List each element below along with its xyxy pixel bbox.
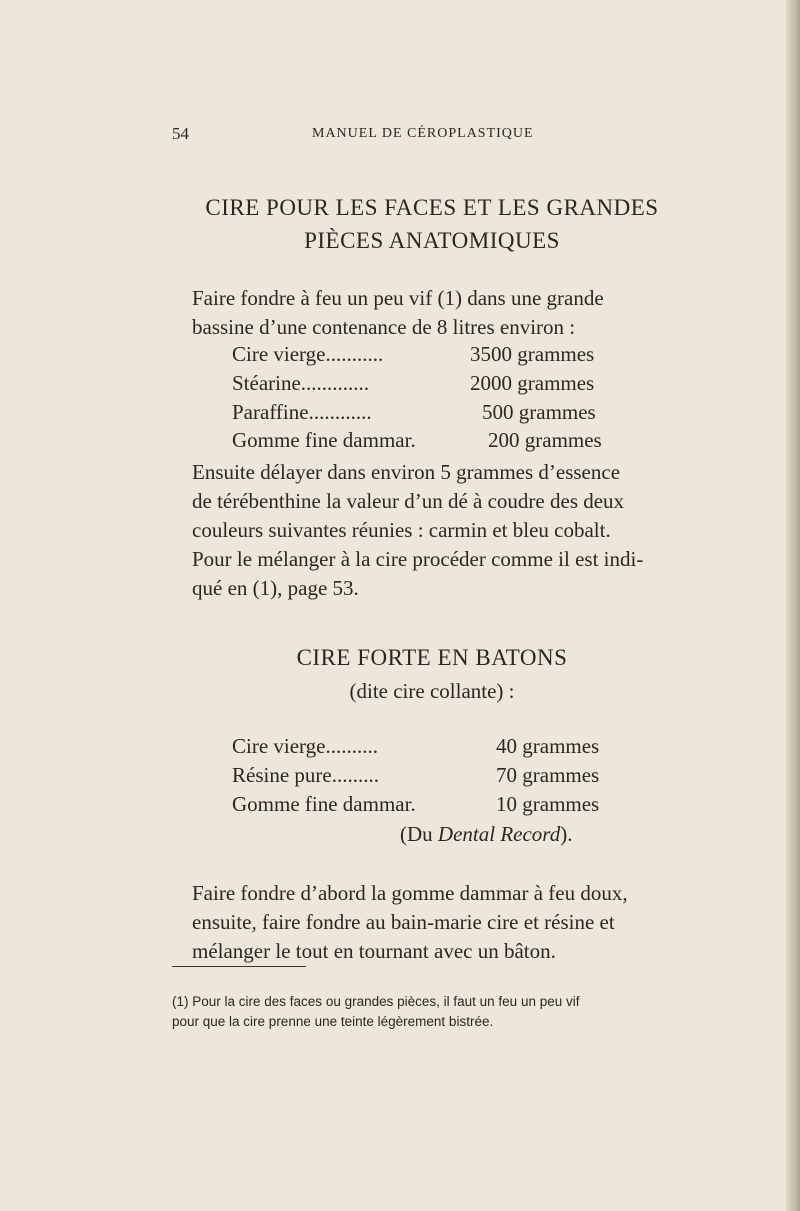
section-title-line-2: PIÈCES ANATOMIQUES: [304, 228, 560, 253]
source-suffix: ).: [560, 822, 573, 846]
source-citation: [400, 822, 572, 847]
section-2-title: CIRE FORTE EN BATONS: [296, 645, 568, 670]
recipe-row: [232, 400, 652, 430]
running-title: MANUEL DE CÉROPLASTIQUE: [312, 126, 534, 141]
instructions-line: de térébenthine la valeur d’un dé à coudre des deux: [192, 489, 625, 513]
method-line: Faire fondre d’abord la gomme dammar à feu doux,: [192, 881, 628, 905]
footnote: [172, 992, 692, 1032]
ingredient-name: Résine pure.........: [232, 763, 379, 787]
intro-paragraph: [172, 284, 684, 342]
section-2-subtitle: (dite cire collante) :: [349, 679, 515, 703]
ingredient-name: Gomme fine dammar.: [232, 428, 416, 452]
recipe-row: [232, 763, 652, 793]
page-number: 54: [172, 124, 189, 143]
footnote-line: (1) Pour la cire des faces ou grandes pièces, il faut un feu un peu vif: [172, 994, 580, 1009]
footnote-divider: [172, 966, 306, 967]
page-edge: [786, 0, 800, 1211]
ingredient-name: Cire vierge...........: [232, 342, 384, 366]
instructions-paragraph: [172, 458, 684, 603]
recipe-row: [232, 734, 652, 764]
source-title: Dental Record: [437, 822, 561, 846]
recipe-row: [232, 342, 652, 372]
ingredient-quantity: 200 grammes: [488, 428, 602, 452]
method-line: mélanger le tout en tournant avec un bâton.: [192, 939, 556, 963]
method-paragraph: [172, 879, 684, 966]
ingredient-quantity: 40 grammes: [496, 734, 600, 758]
ingredient-quantity: 10 grammes: [496, 792, 600, 816]
ingredient-name: Gomme fine dammar.: [232, 792, 416, 816]
instructions-line: couleurs suivantes réunies : carmin et bleu cobalt.: [192, 518, 611, 542]
ingredient-name: Cire vierge..........: [232, 734, 378, 758]
instructions-line: qué en (1), page 53.: [192, 576, 359, 600]
running-header: [172, 124, 692, 148]
footnote-line: pour que la cire prenne une teinte légèrement bistrée.: [172, 1014, 494, 1029]
ingredient-quantity: 500 grammes: [482, 400, 596, 424]
ingredient-quantity: 2000 grammes: [470, 371, 595, 395]
instructions-line: Pour le mélanger à la cire procéder comme il est indi-: [192, 547, 644, 571]
intro-line-1: Faire fondre à feu un peu vif (1) dans une grande: [192, 286, 604, 310]
ingredient-quantity: 70 grammes: [496, 763, 600, 787]
method-line: ensuite, faire fondre au bain-marie cire et résine et: [192, 910, 615, 934]
source-prefix: (Du: [400, 822, 438, 846]
instructions-line: Ensuite délayer dans environ 5 grammes d’essence: [192, 460, 621, 484]
ingredient-name: Paraffine............: [232, 400, 372, 424]
section-title-line-1: CIRE POUR LES FACES ET LES GRANDES: [205, 195, 659, 220]
ingredient-name: Stéarine.............: [232, 371, 370, 395]
recipe-row: [232, 371, 652, 401]
intro-line-2: bassine d’une contenance de 8 litres environ :: [192, 315, 576, 339]
recipe-row: [232, 792, 652, 822]
recipe-row: [232, 428, 652, 458]
ingredient-quantity: 3500 grammes: [470, 342, 595, 366]
